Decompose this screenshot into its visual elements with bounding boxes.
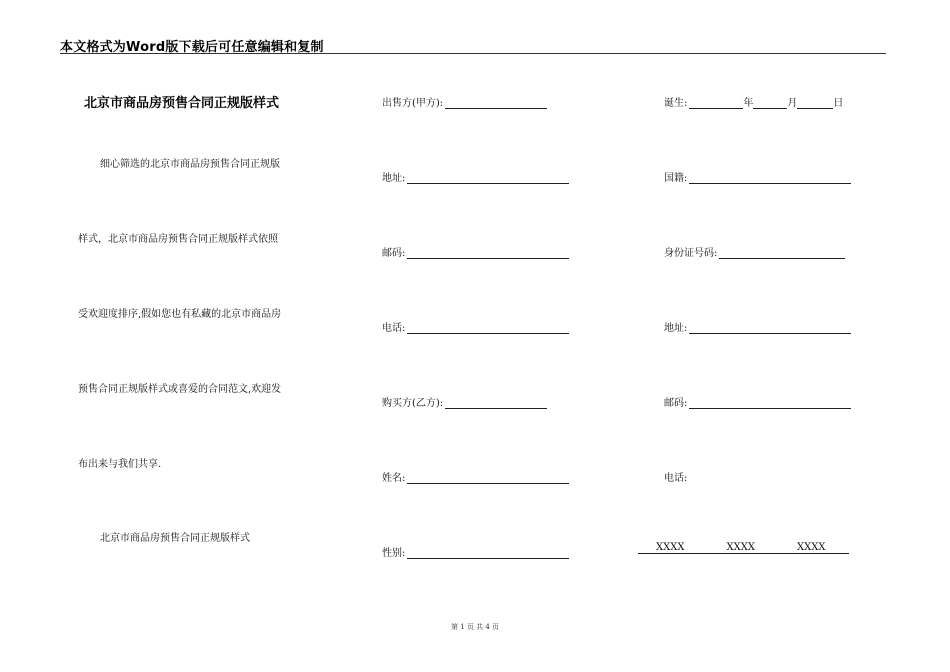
seller-address-blank[interactable]: [407, 172, 569, 184]
paragraph-line-2: 样式，北京市商品房预售合同正规版样式依照: [78, 234, 278, 245]
buyer-phone-label: 电话:: [664, 473, 688, 484]
buyer-phone-field: [664, 469, 687, 484]
nationality-blank[interactable]: [689, 172, 851, 184]
placeholder-rule-1: [638, 542, 656, 554]
buyer-address-blank[interactable]: [689, 322, 851, 334]
placeholder-rule-4: [825, 542, 849, 554]
document-subtitle: 北京市商品房预售合同正规版样式: [100, 533, 250, 544]
placeholder-rule-2: [684, 542, 726, 554]
buyer-label: 购买方(乙方):: [382, 398, 444, 409]
paragraph-line-5: 布出来与我们共享.: [78, 459, 162, 470]
seller-label: 出售方(甲方):: [382, 98, 444, 109]
birth-label: 诞生:: [664, 98, 688, 109]
buyer-postcode-field: [664, 394, 851, 409]
id-number-blank[interactable]: [719, 247, 845, 259]
seller-address-field: [382, 169, 569, 184]
seller-address-label: 地址:: [382, 173, 406, 184]
nationality-label: 国籍:: [664, 173, 688, 184]
buyer-field: [382, 394, 547, 409]
buyer-blank[interactable]: [445, 397, 547, 409]
placeholder-b: XXXX: [726, 542, 755, 553]
gender-blank[interactable]: [407, 547, 569, 559]
header-text: 本文格式为Word版下载后可任意编辑和复制: [60, 40, 324, 55]
id-number-label: 身份证号码:: [664, 248, 718, 259]
page-footer: 第 1 页 共 4 页: [450, 623, 500, 631]
birth-field: [664, 94, 843, 109]
year-label: 年: [743, 98, 754, 109]
month-label: 月: [787, 98, 798, 109]
placeholder-rule-3: [755, 542, 797, 554]
buyer-postcode-label: 邮码:: [664, 398, 688, 409]
gender-label: 性别:: [382, 548, 406, 559]
name-blank[interactable]: [407, 472, 569, 484]
buyer-postcode-blank[interactable]: [689, 397, 851, 409]
birth-year-blank[interactable]: [689, 97, 743, 109]
nationality-field: [664, 169, 851, 184]
seller-phone-label: 电话:: [382, 323, 406, 334]
seller-phone-blank[interactable]: [407, 322, 569, 334]
buyer-address-label: 地址:: [664, 323, 688, 334]
seller-postcode-blank[interactable]: [407, 247, 569, 259]
name-field: [382, 469, 569, 484]
page-header: [60, 36, 886, 54]
seller-field: [382, 94, 547, 109]
seller-phone-field: [382, 319, 569, 334]
birth-day-blank[interactable]: [797, 97, 833, 109]
placeholder-c: XXXX: [796, 542, 826, 553]
seller-blank[interactable]: [445, 97, 547, 109]
paragraph-line-4: 预售合同正规版样式或喜爱的合同范文,欢迎发: [78, 384, 282, 395]
document-title: 北京市商品房预售合同正规版样式: [84, 96, 280, 111]
seller-postcode-label: 邮码:: [382, 248, 406, 259]
paragraph-line-3: 受欢迎度排序,假如您也有私藏的北京市商品房: [78, 309, 282, 320]
id-number-field: [664, 244, 845, 259]
buyer-address-field: [664, 319, 851, 334]
birth-month-blank[interactable]: [753, 97, 787, 109]
seller-postcode-field: [382, 244, 569, 259]
day-label: 日: [833, 98, 844, 109]
placeholder-a: XXXX: [656, 542, 685, 553]
paragraph-line-1: 细心筛选的北京市商品房预售合同正规版: [100, 159, 280, 170]
name-label: 姓名:: [382, 473, 406, 484]
gender-field: [382, 544, 569, 559]
placeholder-row: [638, 542, 849, 554]
